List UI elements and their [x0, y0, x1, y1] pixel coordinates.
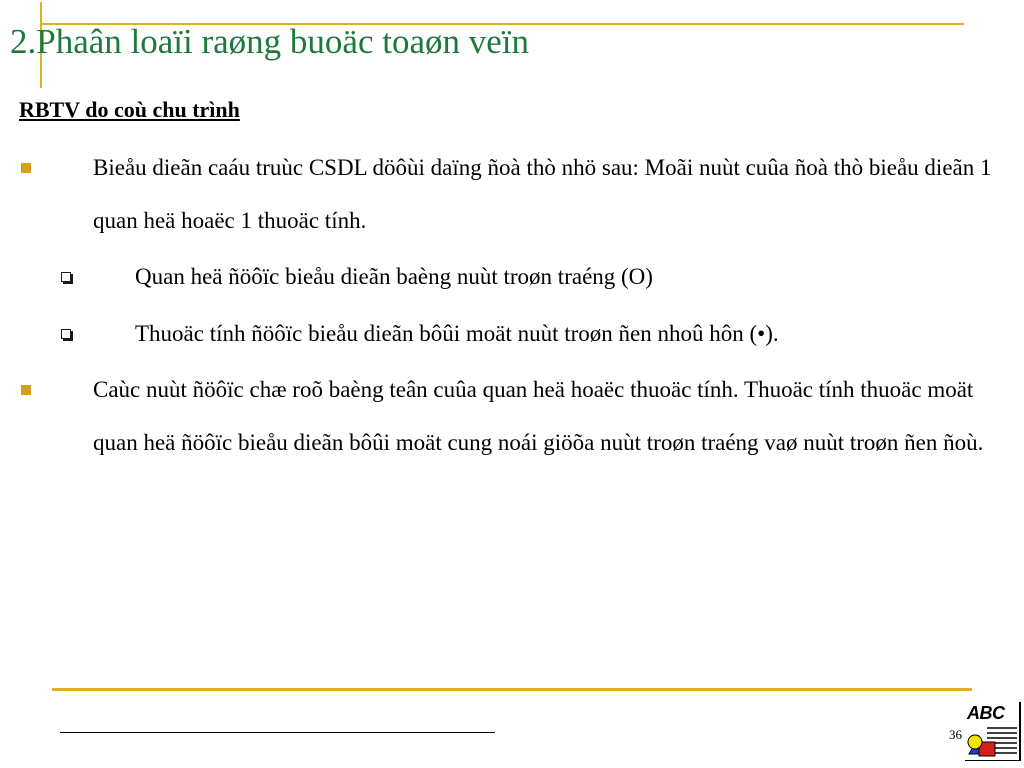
checkbox-bullet-icon [61, 272, 71, 282]
sub-bullet-paragraph-1: Quan heä ñöôïc bieåu dieãn baèng nuùt troøn traéng (O) [135, 264, 653, 289]
abc-logo [965, 702, 1021, 764]
square-bullet-icon [21, 385, 31, 395]
bullet-paragraph-1: Bieåu dieãn caáu truùc CSDL döôùi daïng ñoà thò nhö sau: Moãi nuùt cuûa ñoà thò bieåu dieãn 1 quan heä hoaëc 1 thuoäc tính. [93, 155, 992, 233]
sub-bullet-paragraph-2: Thuoäc tính ñöôïc bieåu dieãn bôûi moät nuùt troøn ñen nhoû hôn (•). [135, 321, 779, 346]
logo-shapes-icon [965, 724, 1019, 762]
section-subheading: RBTV do coù chu trình [19, 97, 240, 122]
slide-title: 2.Phaân loaïi raøng buoäc toaøn veïn [10, 22, 530, 61]
bullet-paragraph-2: Caùc nuùt ñöôïc chæ roõ baèng teân cuûa quan heä hoaëc thuoäc tính. Thuoäc tính thuoäc moät quan heä ñöôïc bieåu dieãn bôûi moät cung noái giöõa nuùt troøn traéng vaø nuùt troøn ñen ñoù. [93, 377, 984, 455]
page-number: 36 [949, 727, 962, 742]
footer-accent-rule [52, 688, 972, 691]
checkbox-bullet-icon [61, 329, 71, 339]
logo-text: ABC [967, 703, 1005, 723]
square-bullet-icon [21, 163, 31, 173]
footer-divider-line [60, 732, 495, 733]
